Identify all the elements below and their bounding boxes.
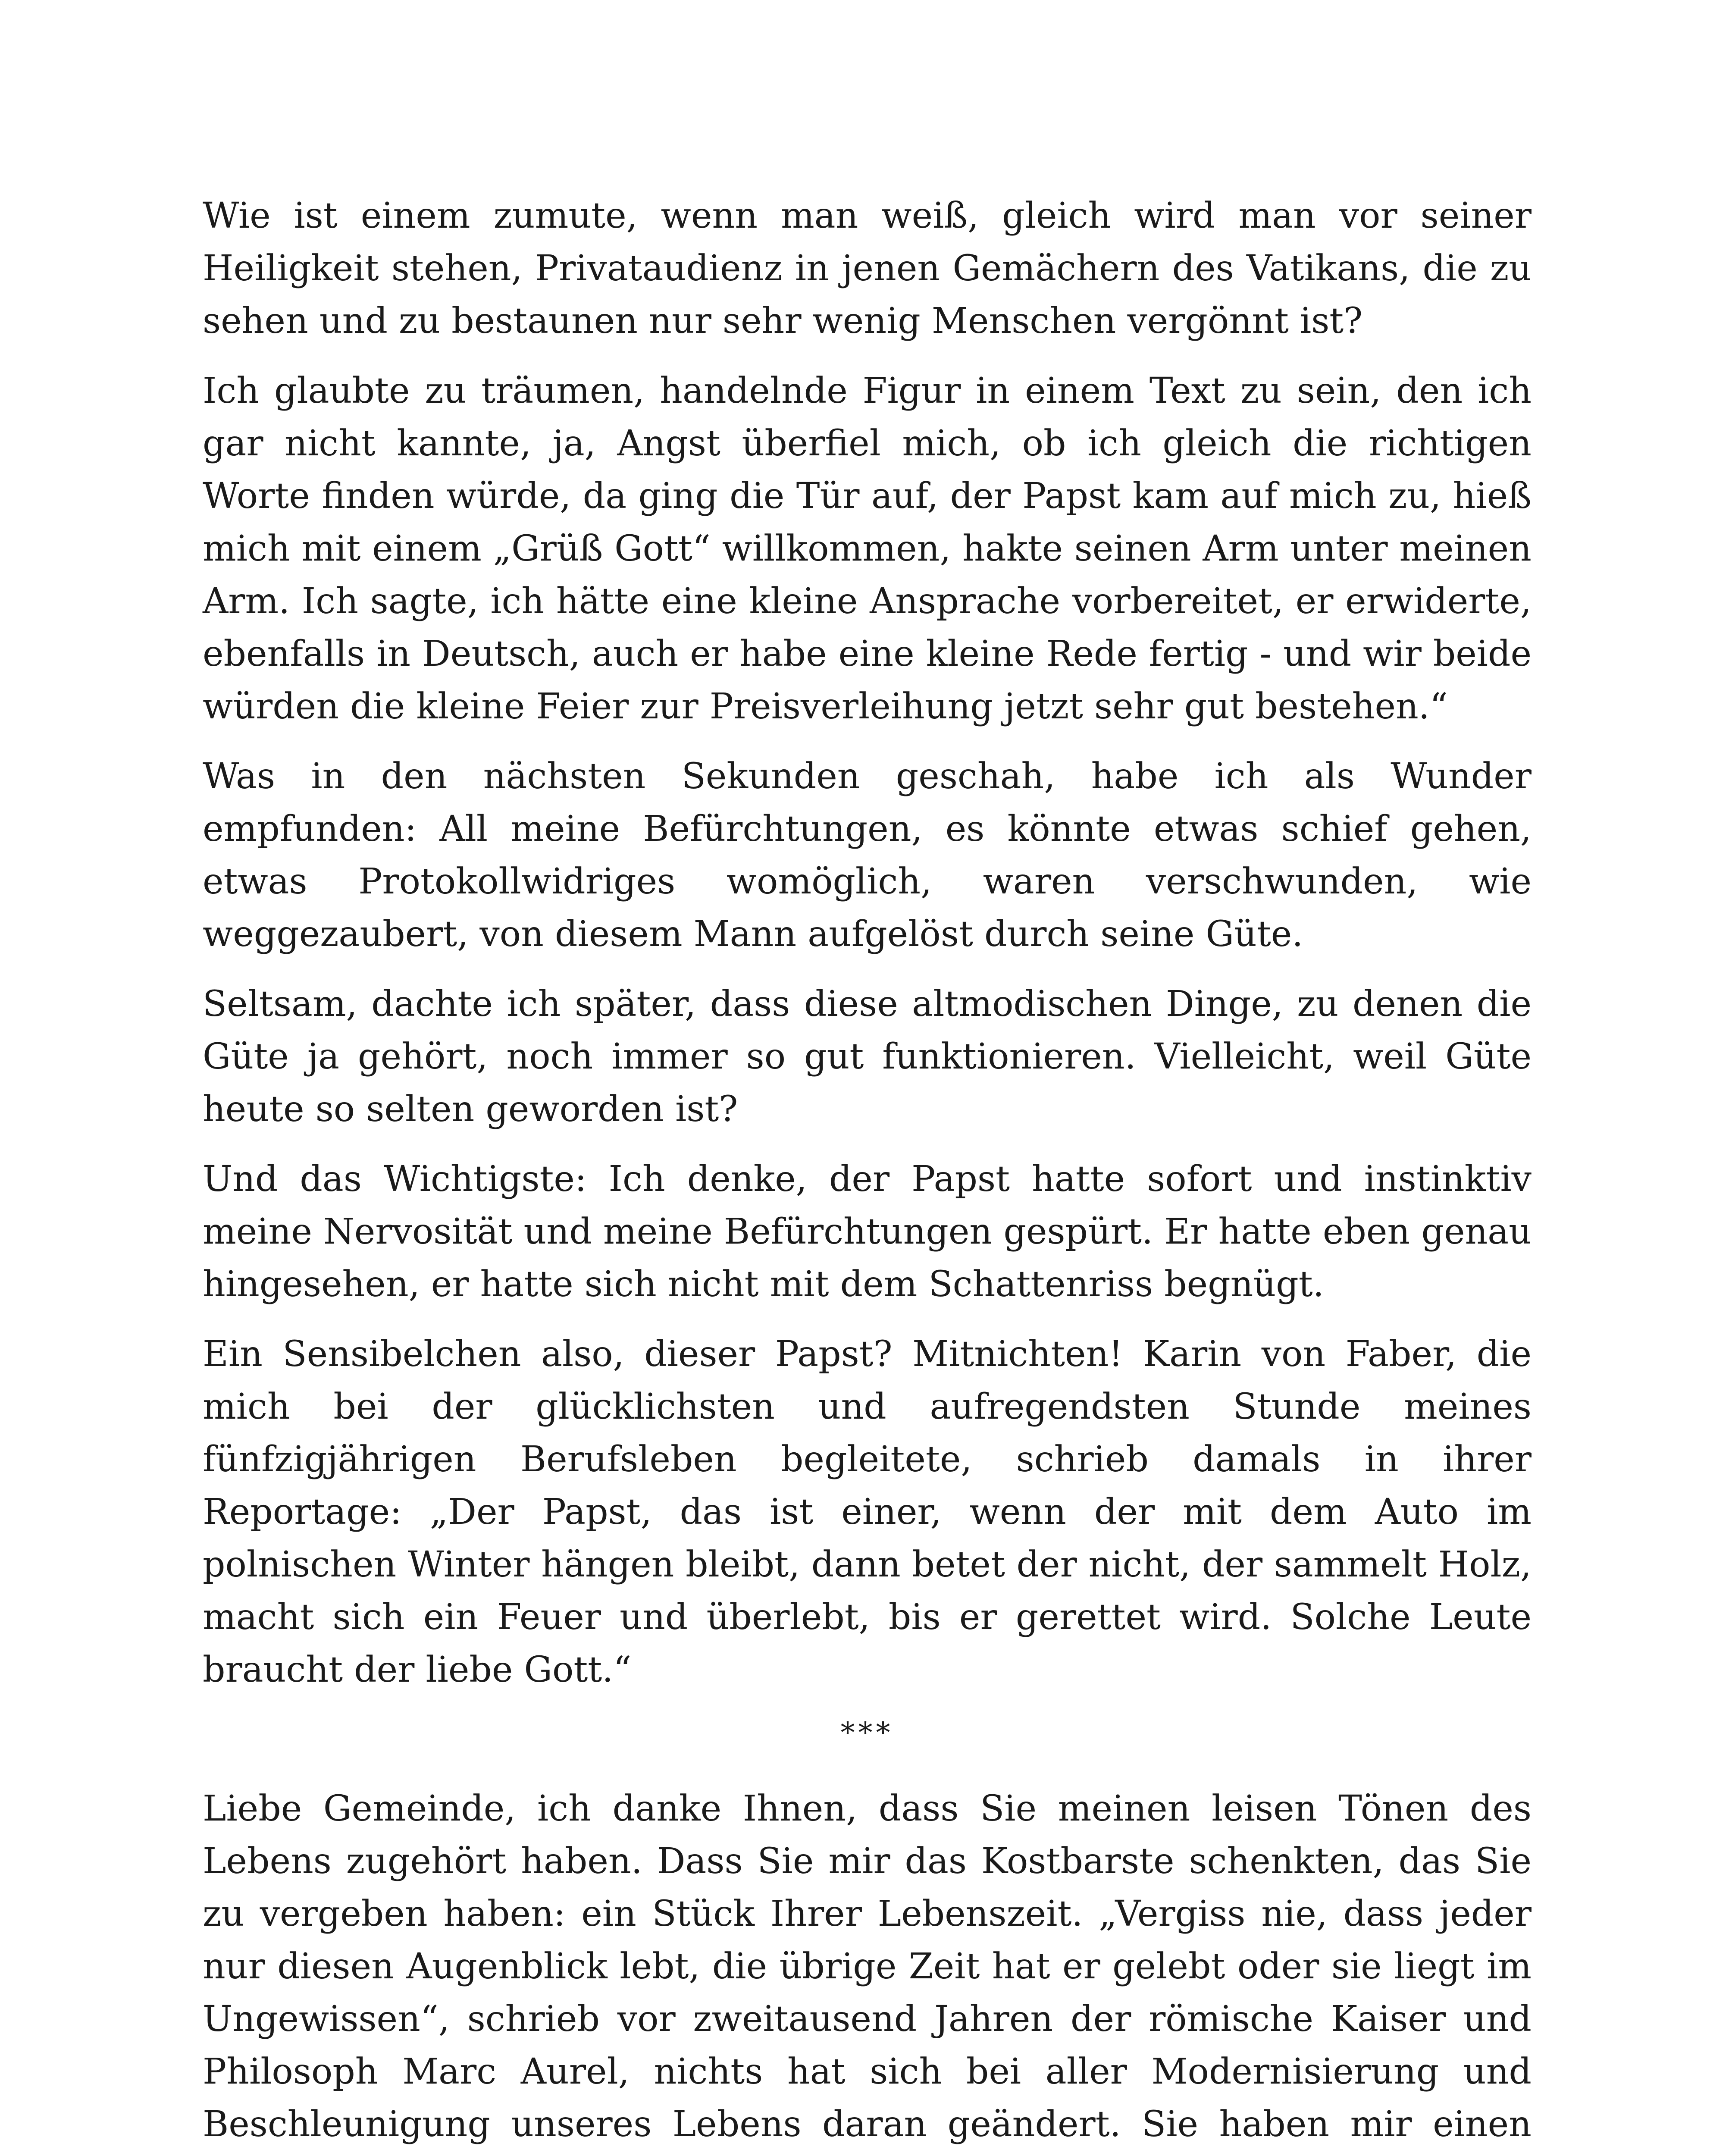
closing-paragraph: Liebe Gemeinde, ich danke Ihnen, dass Sie meinen leisen Tönen des Lebens zugehört haben. Dass Sie mir das Kostbarste schenkten, das Sie zu vergeben haben: ein Stück Ihrer Lebenszeit. „Vergiss nie, dass jeder nur diesen Augenblick lebt, die übrige Zeit hat er gelebt oder sie liegt im Ungewissen“, schrieb vor zweitausend Jahren der römische Kaiser und Philosoph Marc Aurel, nichts hat sich bei aller Modernisierung und Beschleunigung unseres Lebens daran geändert. Sie haben mir einen	[203, 1788, 1532, 2145]
paragraph-2: Ich glaubte zu träumen, handelnde Figur in einem Text zu sein, den ich gar nicht kannte, ja, Angst überfiel mich, ob ich gleich die richtigen Worte finden würde, da ging die Tür auf, der Papst kam auf mich zu, hieß mich mit einem „Grüß Gott“ willkommen, hakte seinen Arm unter meinen Arm. Ich sagte, ich hätte eine kleine Ansprache vorbereitet, er erwiderte, ebenfalls in Deutsch, auch er habe eine kleine Rede fertig - und wir beide würden die kleine Feier zur Preisverleihung jetzt sehr gut bestehen.“	[203, 370, 1532, 727]
paragraph-3: Was in den nächsten Sekunden geschah, habe ich als Wunder empfunden: All meine Befürchtungen, es könnte etwas schief gehen, etwas Protokollwidriges womöglich, waren verschwunden, wie weggezaubert, von diesem Mann aufgelöst durch seine Güte.	[203, 756, 1532, 955]
section-separator: ***	[840, 1716, 894, 1749]
paragraph-6: Ein Sensibelchen also, dieser Papst? Mitnichten! Karin von Faber, die mich bei der glücklichsten und aufregendsten Stunde meines fünfzigjährigen Berufsleben begleitete, schrieb damals in ihrer Reportage: „Der Papst, das ist einer, wenn der mit dem Auto im polnischen Winter hängen bleibt, dann betet der nicht, der sammelt Holz, macht sich ein Feuer und überlebt, bis er gerettet wird. Solche Leute braucht der liebe Gott.“	[203, 1334, 1532, 1690]
paragraph-5: Und das Wichtigste: Ich denke, der Papst hatte sofort und instinktiv meine Nervosität und meine Befürchtungen gespürt. Er hatte eben genau hingesehen, er hatte sich nicht mit dem Schattenriss begnügt.	[203, 1159, 1532, 1305]
paragraph-4: Seltsam, dachte ich später, dass diese altmodischen Dinge, zu denen die Güte ja gehört, noch immer so gut funktionieren. Vielleicht, weil Güte heute so selten geworden ist?	[203, 984, 1532, 1130]
paragraph-1: Wie ist einem zumute, wenn man weiß, gleich wird man vor seiner Heiligkeit stehen, Privataudienz in jenen Gemächern des Vatikans, die zu sehen und zu bestaunen nur sehr wenig Menschen vergönnt ist?	[203, 195, 1532, 342]
body-text	[203, 190, 1532, 2156]
